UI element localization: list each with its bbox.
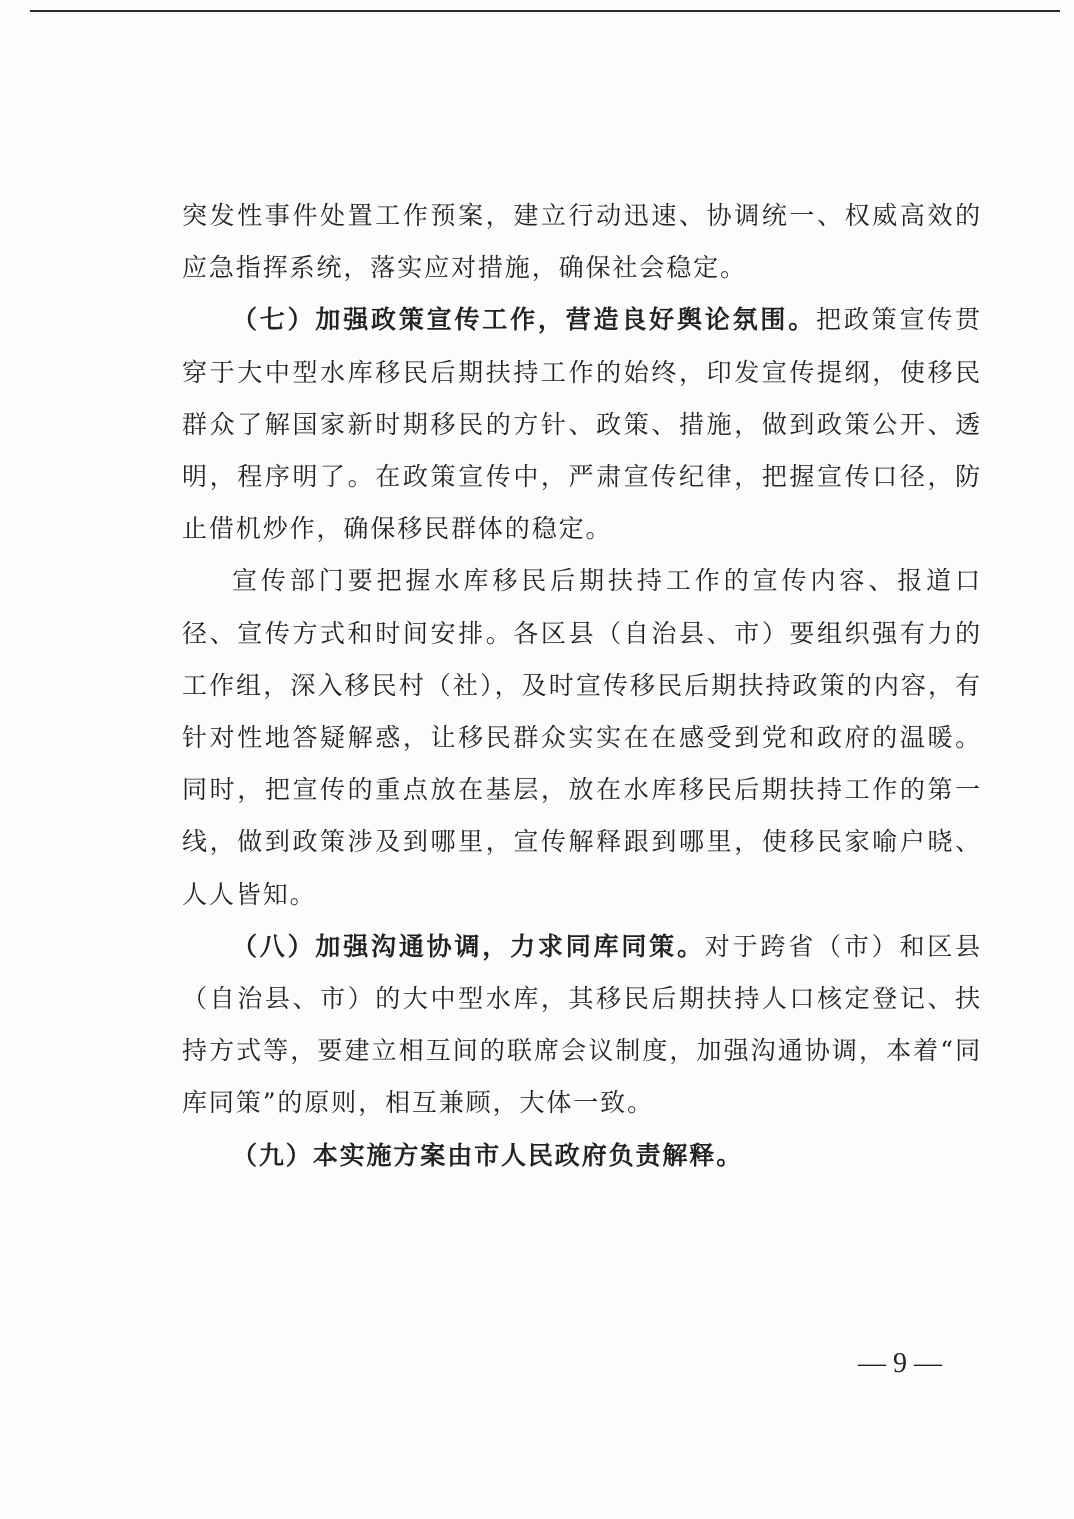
- paragraph-coordination: [182, 921, 982, 1130]
- paragraph-emergency-plan: [182, 190, 982, 294]
- paragraph-policy-publicity: [182, 294, 982, 555]
- paragraph-text: 宣传部门要把握水库移民后期扶持工作的宣传内容、报道口径、宣传方式和时间安排。各区县（自治县、市）要组织强有力的工作组，深入移民村（社），及时宣传移民后期扶持政策的内容，有针对性地答疑解惑，让移民群众实实在在感受到党和政府的温暖。同时，把宣传的重点放在基层，放在水库移民后期扶持工作的第一线，做到政策涉及到哪里，宣传解释跟到哪里，使移民家喻户晓、人人皆知。: [182, 566, 982, 909]
- paragraph-text: 突发性事件处置工作预案，建立行动迅速、协调统一、权威高效的应急指挥系统，落实应对措施，确保社会稳定。: [182, 201, 982, 283]
- paragraph-interpretation: [182, 1130, 982, 1182]
- page-number: — 9 —: [858, 1348, 942, 1379]
- top-border-line: [30, 10, 1060, 12]
- paragraph-text: 对于跨省（市）和区县（自治县、市）的大中型水库，其移民后期扶持人口核定登记、扶持方式等，要建立相互间的联席会议制度，加强沟通协调，本着“同库同策”的原则，相互兼顾，大体一致。: [182, 931, 982, 1118]
- document-body: [182, 190, 982, 1182]
- paragraph-lead: （八）加强沟通协调，力求同库同策。: [232, 931, 705, 961]
- paragraph-text: 把政策宣传贯穿于大中型水库移民后期扶持工作的始终，印发宣传提纲，使移民群众了解国家新时期移民的方针、政策、措施，做到政策公开、透明，程序明了。在政策宣传中，严肃宣传纪律，把握宣传口径，防止借机炒作，确保移民群体的稳定。: [182, 305, 983, 544]
- paragraph-lead: （七）加强政策宣传工作，营造良好舆论氛围。: [232, 305, 817, 335]
- paragraph-text: （九）本实施方案由市人民政府负责解释。: [232, 1140, 744, 1170]
- paragraph-publicity-department: [182, 555, 982, 920]
